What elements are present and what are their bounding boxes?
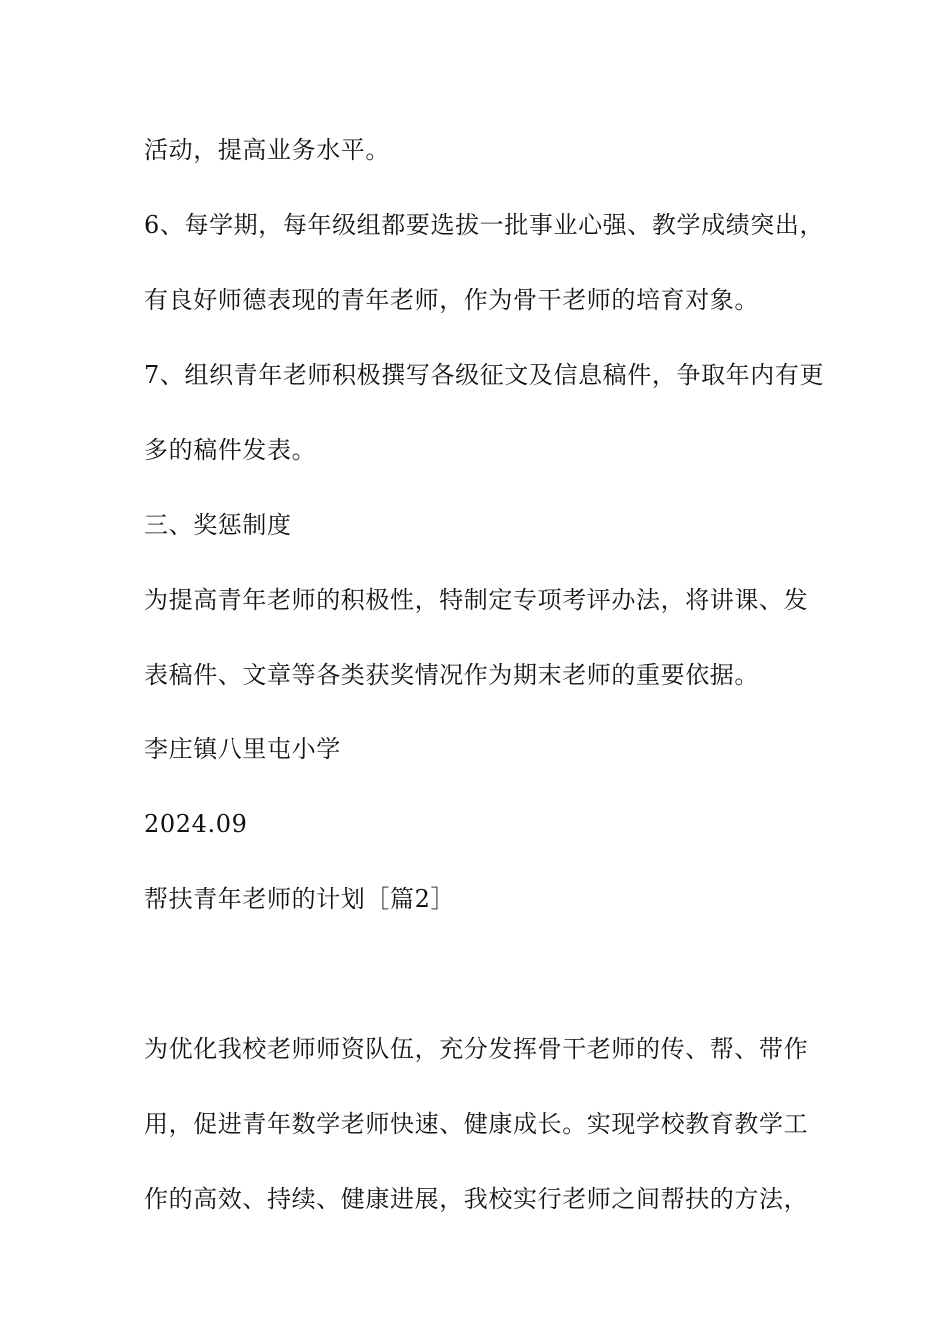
date-line: 2024.09: [144, 810, 248, 838]
paragraph-line-8: 为优化我校老师师资队伍，充分发挥骨干老师的传、帮、带作: [144, 1035, 809, 1063]
section-heading: 三、奖惩制度: [144, 511, 292, 539]
paragraph-line-10: 作的高效、持续、健康进展，我校实行老师之间帮扶的方法，: [144, 1185, 809, 1213]
paragraph-line-1: 活动，提高业务水平。: [144, 136, 390, 164]
paragraph-line-2: 6、每学期，每年级组都要选拔一批事业心强、教学成绩突出，: [144, 211, 825, 239]
paragraph-line-3: 有良好师德表现的青年老师，作为骨干老师的培育对象。: [144, 286, 759, 314]
paragraph-line-9: 用，促进青年数学老师快速、健康成长。实现学校教育教学工: [144, 1110, 809, 1138]
paragraph-line-4: 7、组织青年老师积极撰写各级征文及信息稿件，争取年内有更: [144, 361, 825, 389]
paragraph-line-6: 为提高青年老师的积极性，特制定专项考评办法，将讲课、发: [144, 586, 809, 614]
paragraph-line-5: 多的稿件发表。: [144, 436, 317, 464]
document-title: 帮扶青年老师的计划［篇2］: [144, 885, 456, 913]
school-name: 李庄镇八里屯小学: [144, 735, 341, 763]
paragraph-line-7: 表稿件、文章等各类获奖情况作为期末老师的重要依据。: [144, 661, 759, 689]
